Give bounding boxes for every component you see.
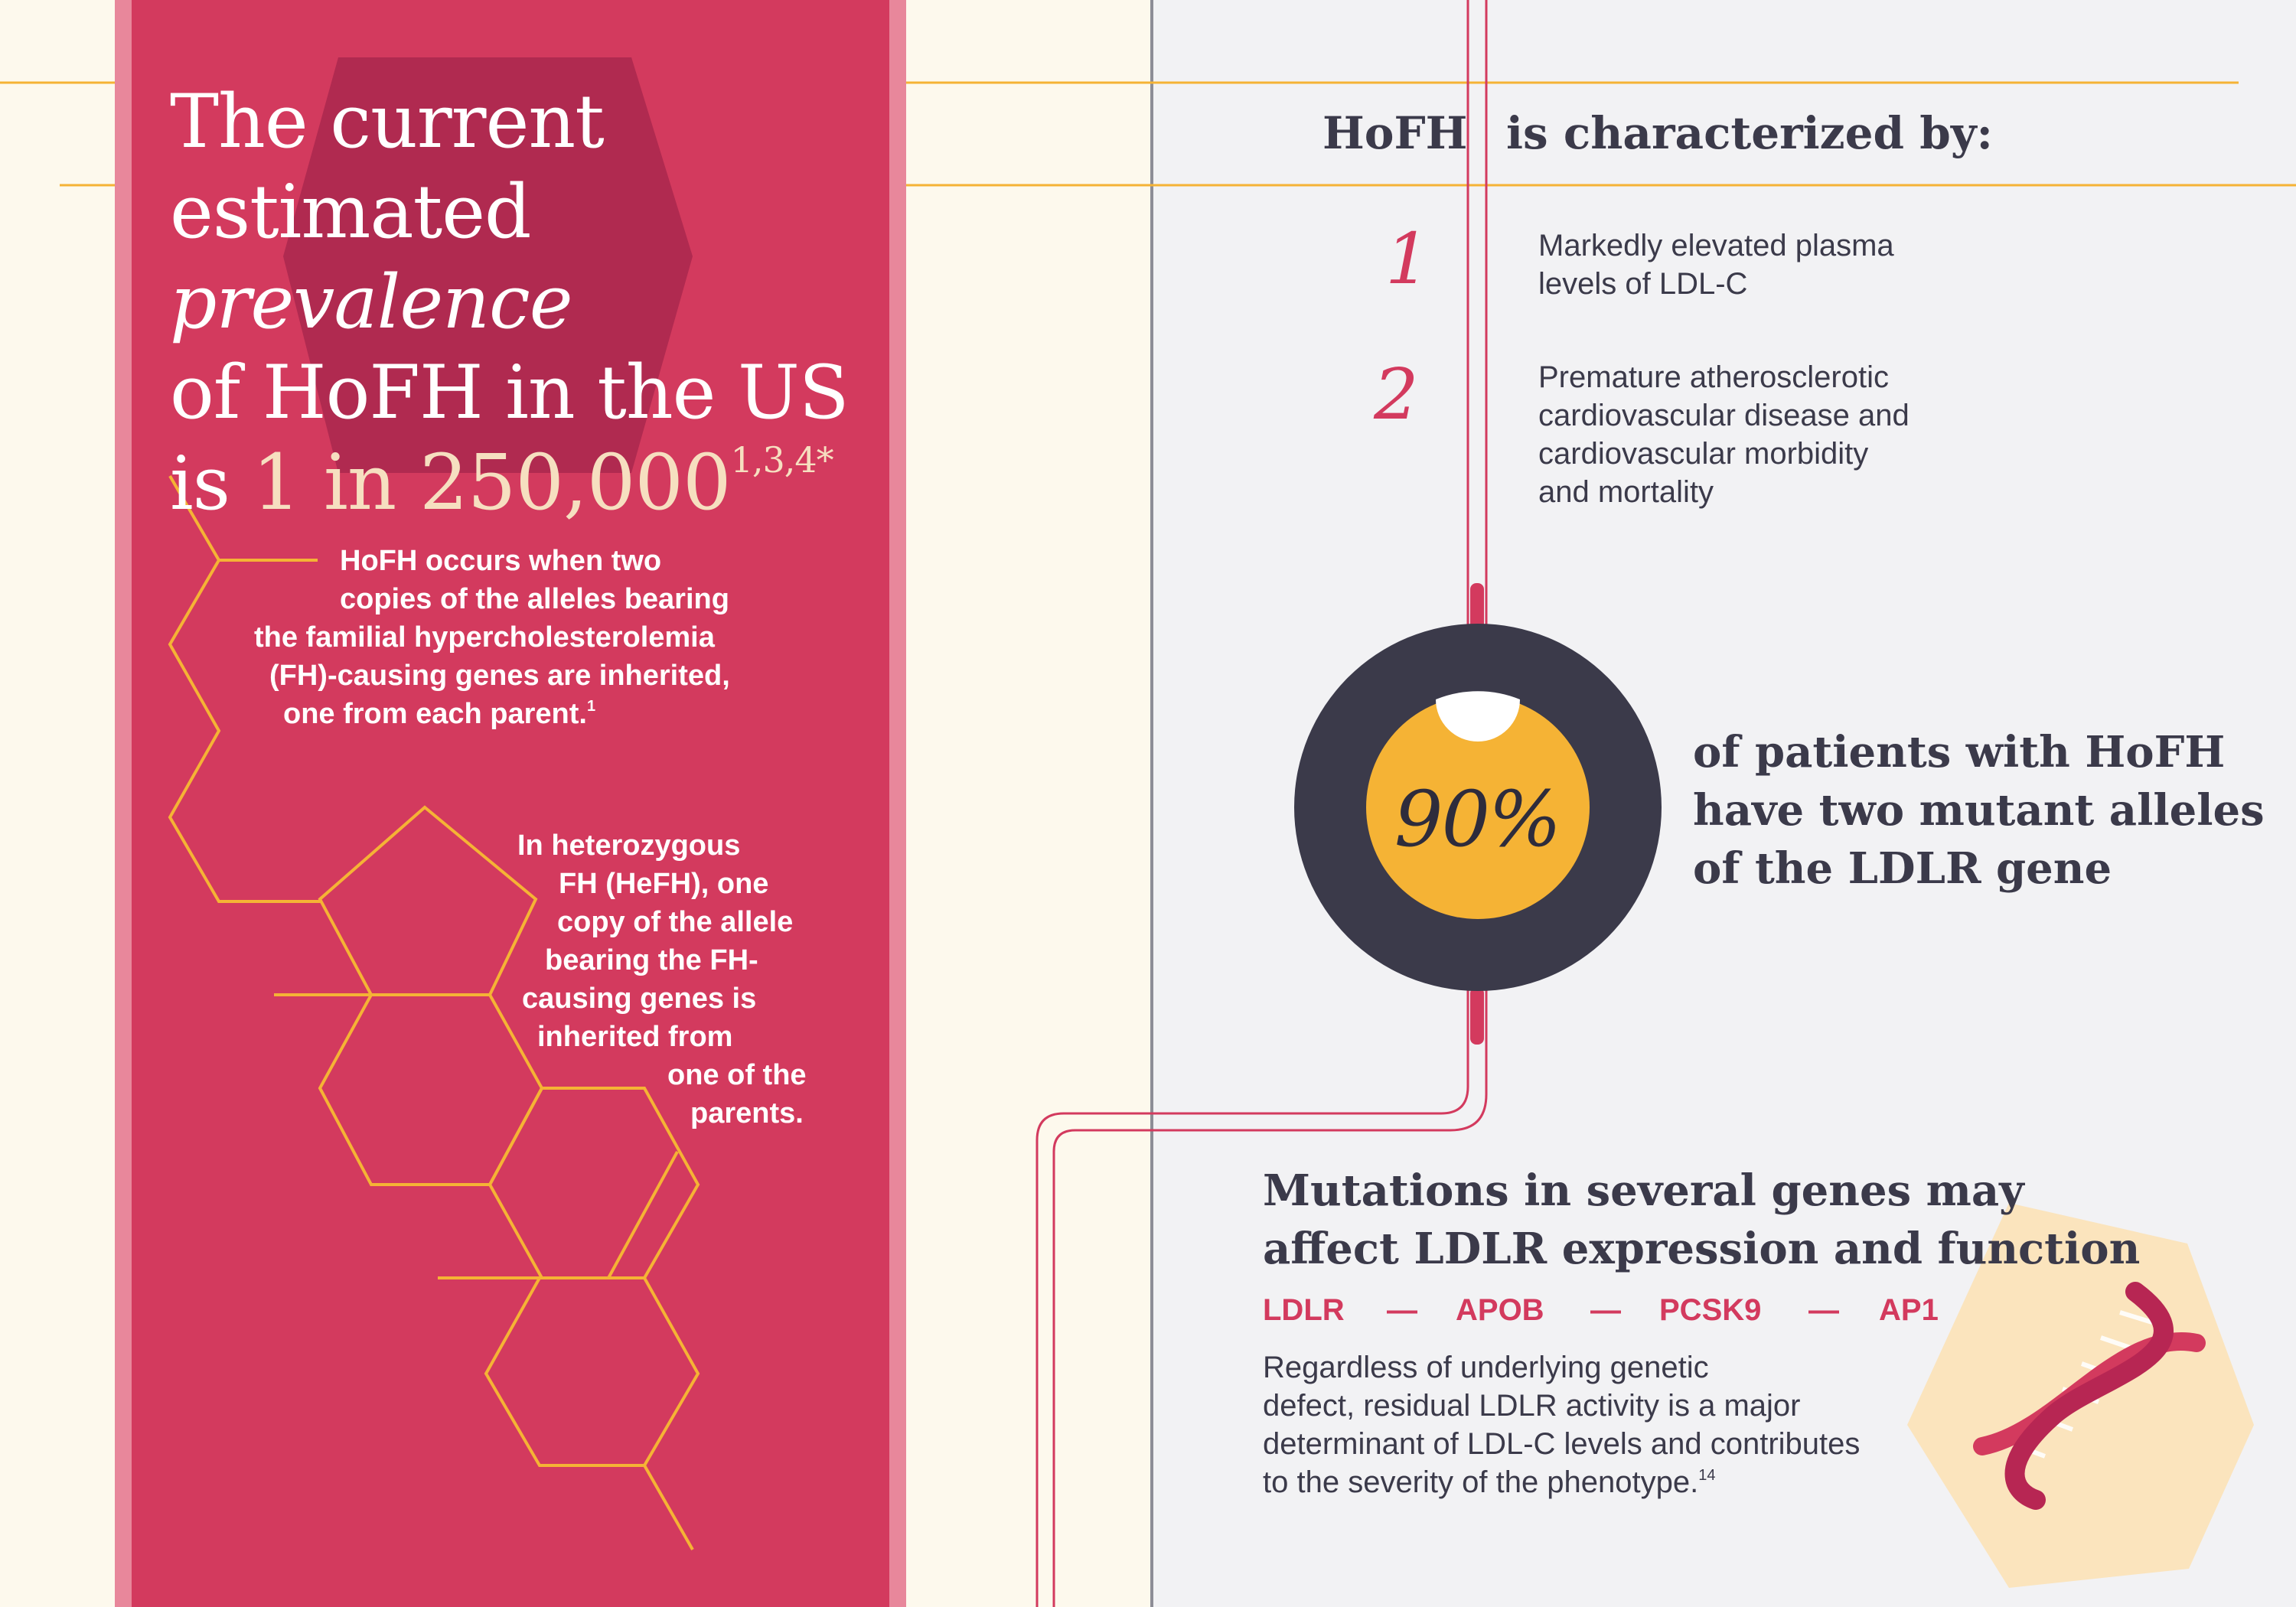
headline-line-2-text: estimated xyxy=(170,169,531,255)
mutations-body-line: defect, residual LDLR activity is a major xyxy=(1263,1389,1801,1423)
mutations-body-line: determinant of LDL-C levels and contributes xyxy=(1263,1427,1861,1461)
list-item-line: levels of LDL-C xyxy=(1538,267,1748,301)
gene-separator: — xyxy=(1808,1293,1839,1327)
inheritance-line xyxy=(283,695,1125,733)
headline-line-4 xyxy=(170,438,859,529)
list-item-1 xyxy=(1538,227,1894,303)
inheritance-line: copies of the alleles bearing xyxy=(340,583,729,615)
gene-pcsk9: PCSK9 xyxy=(1659,1293,1762,1327)
mutations-body-line-text: to the severity of the phenotype. xyxy=(1263,1465,1699,1499)
stat-percentage: 90% xyxy=(1394,774,1561,864)
gene-ap1: AP1 xyxy=(1879,1293,1939,1327)
mutations-title-line: affect LDLR expression and function xyxy=(1263,1224,2141,1274)
stat-line: have two mutant alleles xyxy=(1693,785,2265,836)
headline-line-1: The current xyxy=(170,79,604,165)
mutations-title-line: Mutations in several genes may xyxy=(1263,1165,2024,1216)
mutations-reference: 14 xyxy=(1698,1467,1716,1484)
inheritance-line-text: one from each parent. xyxy=(283,698,587,730)
headline xyxy=(170,77,859,529)
inheritance-line: HoFH occurs when two xyxy=(340,545,662,577)
list-item-line: and mortality xyxy=(1538,475,1714,509)
inheritance-line: the familial hypercholesterolemia xyxy=(254,621,715,654)
list-item-2 xyxy=(1538,358,1910,511)
heterozygous-line: one of the xyxy=(667,1059,807,1091)
heterozygous-line: parents. xyxy=(690,1097,804,1129)
headline-line-4-text: is xyxy=(170,441,253,526)
mutations-body-line xyxy=(1263,1463,1952,1501)
characterized-subject: HoFH xyxy=(1322,107,1468,159)
headline-line-3: of HoFH in the US xyxy=(170,350,849,435)
mutations-title xyxy=(1263,1162,2141,1278)
heterozygous-line: bearing the FH- xyxy=(545,944,758,976)
heterozygous-line: FH (HeFH), one xyxy=(559,868,769,900)
heterozygous-line: In heterozygous xyxy=(517,830,741,862)
headline-line-2 xyxy=(170,167,859,347)
gene-ldlr: LDLR xyxy=(1263,1293,1345,1327)
prevalence-value: 1 in 250,000 xyxy=(252,438,731,527)
gene-apob: APOB xyxy=(1456,1293,1544,1327)
list-item-line: Premature atherosclerotic xyxy=(1538,360,1889,394)
pipe-segment-bottom xyxy=(1470,987,1484,1045)
stat-description xyxy=(1693,723,2265,898)
list-item-line: Markedly elevated plasma xyxy=(1538,229,1894,262)
mutations-body-line: Regardless of underlying genetic xyxy=(1263,1351,1709,1384)
list-number-1: 1 xyxy=(1385,218,1430,300)
headline-emphasis: prevalence xyxy=(170,259,572,345)
headline-references: 1,3,4* xyxy=(730,439,833,481)
heterozygous-line: inherited from xyxy=(537,1021,733,1053)
gene-separator: — xyxy=(1387,1293,1417,1327)
characterized-heading: is characterized by: xyxy=(1506,107,1993,159)
stat-line: of patients with HoFH xyxy=(1693,727,2226,777)
heterozygous-line: copy of the allele xyxy=(557,906,794,938)
gene-separator: — xyxy=(1590,1293,1621,1327)
inheritance-reference: 1 xyxy=(586,698,596,715)
inheritance-line: (FH)-causing genes are inherited, xyxy=(269,660,730,692)
stat-line: of the LDLR gene xyxy=(1693,843,2112,894)
heterozygous-text xyxy=(0,826,842,1133)
mutations-body xyxy=(1263,1348,1952,1501)
list-number-2: 2 xyxy=(1374,354,1419,435)
inheritance-text xyxy=(0,542,842,733)
heterozygous-line: causing genes is xyxy=(522,983,757,1015)
list-item-line: cardiovascular disease and xyxy=(1538,399,1910,432)
list-item-line: cardiovascular morbidity xyxy=(1538,437,1869,471)
